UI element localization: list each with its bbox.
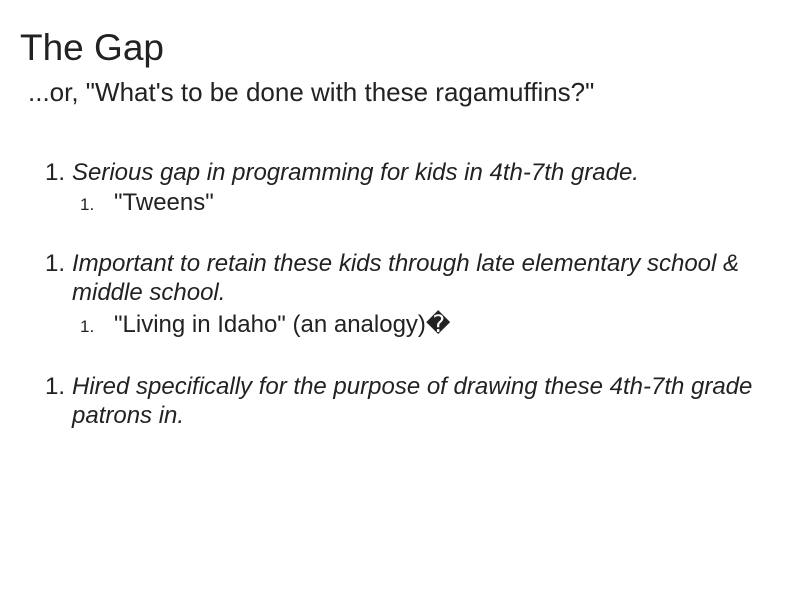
slide-title: The Gap — [20, 27, 164, 68]
slide-subtitle: ...or, "What's to be done with these ragamuffins?" — [28, 77, 595, 107]
list-item-text: Hired specifically for the purpose of drawing these 4th-7th grade patrons in. — [72, 373, 753, 429]
list-item-number: 1. — [45, 250, 66, 277]
list-item — [45, 372, 785, 430]
list-item-text: Important to retain these kids through late elementary school & middle school. — [72, 250, 740, 306]
sub-list-item — [80, 310, 451, 341]
list-item — [45, 158, 785, 187]
list-item-number: 1. — [45, 159, 66, 186]
list-item — [45, 249, 785, 307]
sub-list-item-text: "Living in Idaho" (an analogy)� — [114, 311, 451, 338]
list-item-text: Serious gap in programming for kids in 4th-7th grade. — [72, 159, 639, 186]
list-item-number: 1. — [45, 373, 66, 400]
sub-list-item-number: 1. — [80, 195, 95, 214]
sub-list-item-text: "Tweens" — [114, 189, 214, 216]
sub-list-item — [80, 188, 214, 219]
sub-list-item-number: 1. — [80, 317, 95, 336]
